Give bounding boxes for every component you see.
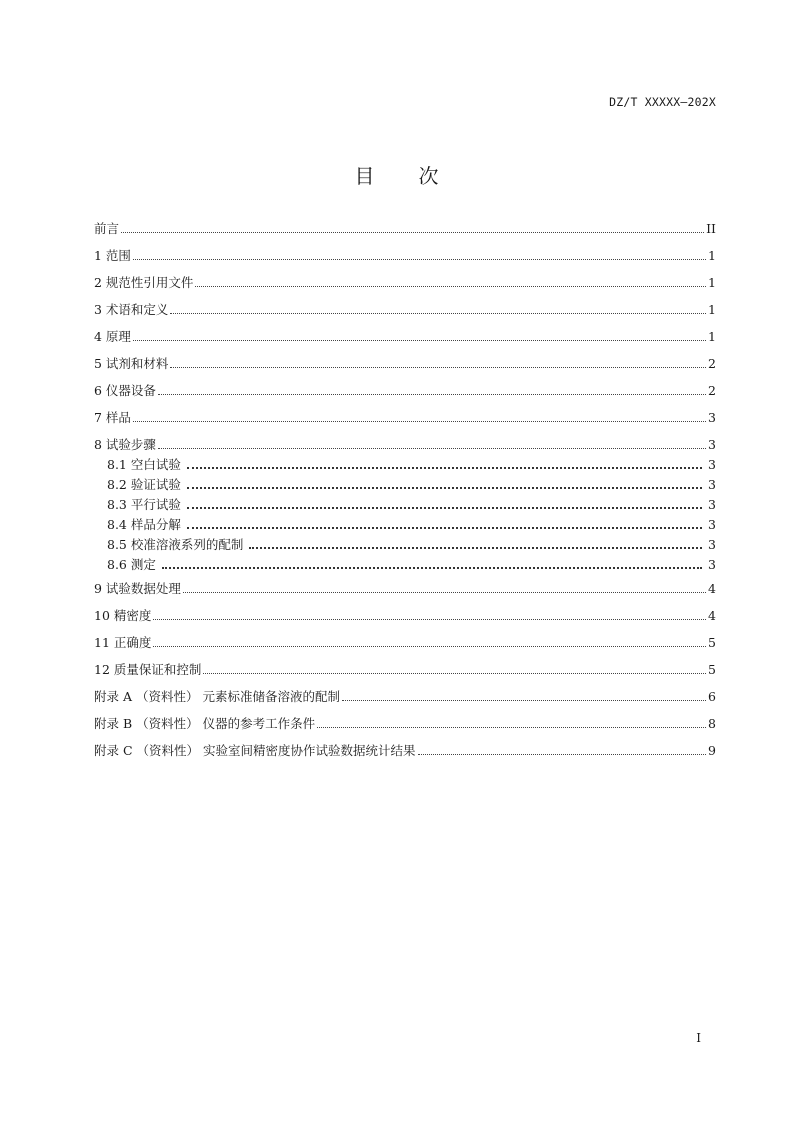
toc-entry-label: 8.1 空白试验 [107, 457, 181, 472]
toc-entry-label: 附录 C （资料性） 实验室间精密度协作试验数据统计结果 [94, 743, 416, 758]
dot-leader [187, 487, 702, 489]
dot-leader [342, 700, 706, 701]
toc-entry-page: 3 [708, 537, 716, 552]
toc-entry-label: 8.5 校准溶液系列的配制 [107, 537, 244, 552]
dot-leader [133, 340, 706, 341]
toc-entry-label: 3 术语和定义 [94, 302, 169, 317]
toc-entry-page: 6 [708, 689, 716, 704]
toc-entry-page: 4 [708, 608, 716, 623]
dot-leader [153, 619, 706, 620]
dot-leader [418, 754, 707, 755]
toc-entry-annex-a[interactable] [94, 688, 716, 706]
toc-entry-label: 1 范围 [94, 248, 131, 263]
dot-leader [203, 673, 706, 674]
toc-entry-label: 10 精密度 [94, 608, 152, 623]
toc-entry-quality-control[interactable] [94, 661, 716, 679]
dot-leader [133, 259, 706, 260]
page-title: 目次 [354, 164, 483, 188]
dot-leader [133, 421, 706, 422]
dot-leader [158, 394, 706, 395]
dot-leader [317, 727, 706, 728]
toc-entry-label: 6 仪器设备 [94, 383, 156, 398]
toc-entry-page: 9 [708, 743, 716, 758]
toc-entry-page: 2 [708, 383, 716, 398]
dot-leader [183, 592, 706, 593]
toc-entry-page: 3 [708, 457, 716, 472]
toc-subentry-calibration-solutions[interactable] [107, 536, 716, 554]
toc-entry-label: 8.6 测定 [107, 557, 156, 572]
toc-entry-label: 附录 B （资料性） 仪器的参考工作条件 [94, 716, 316, 731]
dot-leader [195, 286, 706, 287]
toc-entry-label: 8.2 验证试验 [107, 477, 181, 492]
toc-entry-label: 2 规范性引用文件 [94, 275, 194, 290]
toc-entry-page: 3 [708, 477, 716, 492]
dot-leader [121, 232, 704, 233]
page-number: I [696, 1031, 701, 1045]
toc-subentry-sample-decomposition[interactable] [107, 516, 716, 534]
dot-leader [158, 448, 706, 449]
toc-entry-precision[interactable] [94, 607, 716, 625]
toc-entry-apparatus[interactable] [94, 382, 716, 400]
toc-entry-page: 2 [708, 356, 716, 371]
toc-entry-label: 8 试验步骤 [94, 437, 156, 452]
toc-entry-annex-b[interactable] [94, 715, 716, 733]
toc-entry-page: 3 [708, 410, 716, 425]
toc-entry-page: 8 [708, 716, 716, 731]
toc-entry-label: 9 试验数据处理 [94, 581, 181, 596]
toc-entry-page: 5 [708, 635, 716, 650]
toc-entry-data-processing[interactable] [94, 580, 716, 598]
toc-entry-page: 3 [708, 497, 716, 512]
toc-entry-label: 附录 A （资料性） 元素标准储备溶液的配制 [94, 689, 340, 704]
dot-leader [187, 467, 702, 469]
toc-entry-page: 3 [708, 517, 716, 532]
toc-subentry-determination[interactable] [107, 556, 716, 574]
toc-entry-reagents[interactable] [94, 355, 716, 373]
toc-entry-normative-references[interactable] [94, 274, 716, 292]
toc-entry-label: 12 质量保证和控制 [94, 662, 202, 677]
toc-entry-annex-c[interactable] [94, 742, 716, 760]
toc-entry-samples[interactable] [94, 409, 716, 427]
toc-entry-page: 1 [708, 248, 716, 263]
dot-leader [170, 367, 706, 368]
toc-entry-foreword[interactable] [94, 220, 716, 238]
toc-entry-label: 前言 [94, 221, 120, 236]
dot-leader [170, 313, 706, 314]
toc-entry-label: 11 正确度 [94, 635, 152, 650]
dot-leader [187, 527, 702, 529]
toc-entry-label: 8.3 平行试验 [107, 497, 181, 512]
toc-entry-page: 3 [708, 557, 716, 572]
dot-leader [162, 567, 702, 569]
toc-entry-page: 5 [708, 662, 716, 677]
toc-entry-label: 7 样品 [94, 410, 131, 425]
dot-leader [187, 507, 702, 509]
toc-entry-page: 4 [708, 581, 716, 596]
toc-entry-label: 5 试剂和材料 [94, 356, 169, 371]
toc-subentry-verification-test[interactable] [107, 476, 716, 494]
toc-entry-page: II [706, 221, 716, 236]
toc-entry-page: 1 [708, 302, 716, 317]
toc-entry-page: 1 [708, 329, 716, 344]
dot-leader [153, 646, 706, 647]
toc-entry-scope[interactable] [94, 247, 716, 265]
toc-entry-page: 1 [708, 275, 716, 290]
toc-entry-principle[interactable] [94, 328, 716, 346]
toc-entry-procedure[interactable] [94, 436, 716, 454]
toc-entry-trueness[interactable] [94, 634, 716, 652]
dot-leader [249, 547, 702, 549]
toc-subentry-blank-test[interactable] [107, 456, 716, 474]
toc-subentry-parallel-test[interactable] [107, 496, 716, 514]
toc-entry-label: 8.4 样品分解 [107, 517, 181, 532]
toc-entry-label: 4 原理 [94, 329, 131, 344]
document-code: DZ/T XXXXX—202X [609, 95, 716, 109]
toc-entry-terms-definitions[interactable] [94, 301, 716, 319]
toc-entry-page: 3 [708, 437, 716, 452]
